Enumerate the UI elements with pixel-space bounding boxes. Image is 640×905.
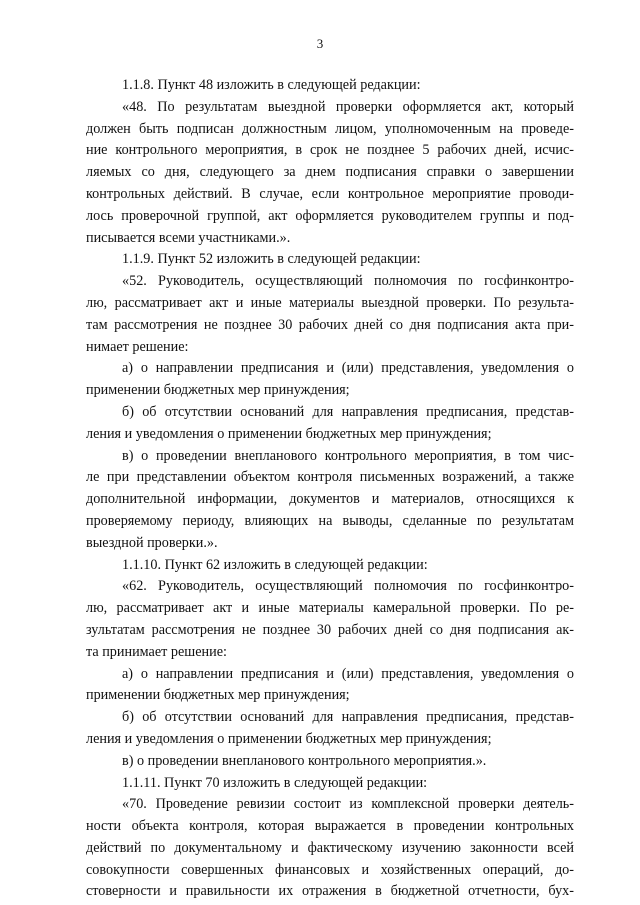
- text-line: должен быть подписан должностным лицом, уполномоченным на проведе-: [86, 120, 574, 137]
- text-line: лю, рассматривает акт и иные материалы выездной проверки. По результа-: [86, 294, 574, 311]
- text-line: «48. По результатам выездной проверки оформляется акт, который: [122, 98, 574, 115]
- text-line: проверяемому периоду, влияющих на выводы, сделанные по результатам: [86, 512, 574, 529]
- text-line: а) о направлении предписания и (или) представления, уведомления о: [122, 360, 574, 377]
- text-line: действий по документальному и фактическому изучению законности всей: [86, 839, 574, 856]
- text-line: в) о проведении внепланового контрольного мероприятия, в том чис-: [122, 447, 574, 464]
- text-line: в) о проведении внепланового контрольного мероприятия.».: [122, 752, 487, 769]
- text-line: стоверности и правильности их отражения в бюджетной отчетности, бух-: [86, 883, 574, 900]
- text-line: совокупности совершенных финансовых и хозяйственных операций, до-: [86, 861, 574, 878]
- text-line: нимает решение:: [86, 338, 189, 355]
- text-line: там рассмотрения не позднее 30 рабочих дней со дня подписания акта при-: [86, 316, 574, 333]
- text-line: лось проверочной группой, акт оформляется руководителем группы и под-: [86, 207, 574, 224]
- text-line: 1.1.10. Пункт 62 изложить в следующей редакции:: [122, 556, 428, 573]
- text-line: дополнительной информации, документов и материалов, относящихся к: [86, 491, 574, 508]
- text-line: ние контрольного мероприятия, в срок не позднее 5 рабочих дней, исчис-: [86, 142, 574, 159]
- text-line: 1.1.11. Пункт 70 изложить в следующей редакции:: [122, 774, 428, 791]
- text-line: контрольных действий. В случае, если контрольное мероприятие проводи-: [86, 185, 574, 202]
- text-line: б) об отсутствии оснований для направления предписания, представ-: [122, 403, 574, 420]
- text-line: та принимает решение:: [86, 643, 227, 660]
- text-line: выездной проверки.».: [86, 534, 218, 551]
- text-line: «62. Руководитель, осуществляющий полномочия по госфинконтро-: [122, 578, 574, 595]
- text-line: применении бюджетных мер принуждения;: [86, 687, 350, 704]
- text-line: применении бюджетных мер принуждения;: [86, 382, 350, 399]
- text-line: ления и уведомления о применении бюджетных мер принуждения;: [86, 730, 492, 747]
- text-line: «70. Проведение ревизии состоит из комплексной проверки деятель-: [122, 796, 574, 813]
- text-line: зультатам рассмотрения не позднее 30 рабочих дней со дня подписания ак-: [86, 621, 574, 638]
- text-line: писывается всеми участниками.».: [86, 229, 291, 246]
- text-line: ле при представлении объектом контроля письменных возражений, а также: [86, 469, 574, 486]
- text-line: ности объекта контроля, которая выражается в проведении контрольных: [86, 818, 574, 835]
- document-body: [86, 75, 574, 903]
- text-line: 1.1.8. Пункт 48 изложить в следующей редакции:: [122, 77, 421, 93]
- text-line: лю, рассматривает акт и иные материалы камеральной проверки. По ре-: [86, 600, 574, 617]
- text-line: а) о направлении предписания и (или) представления, уведомления о: [122, 665, 574, 682]
- text-line: б) об отсутствии оснований для направления предписания, представ-: [122, 709, 574, 726]
- text-line: «52. Руководитель, осуществляющий полномочия по госфинконтро-: [122, 273, 574, 290]
- text-line: 1.1.9. Пункт 52 изложить в следующей редакции:: [122, 251, 421, 268]
- text-line: ления и уведомления о применении бюджетных мер принуждения;: [86, 425, 492, 442]
- page-number: 3: [316, 36, 324, 51]
- text-line: ляемых со дня, следующего за днем подписания справки о завершении: [86, 164, 574, 181]
